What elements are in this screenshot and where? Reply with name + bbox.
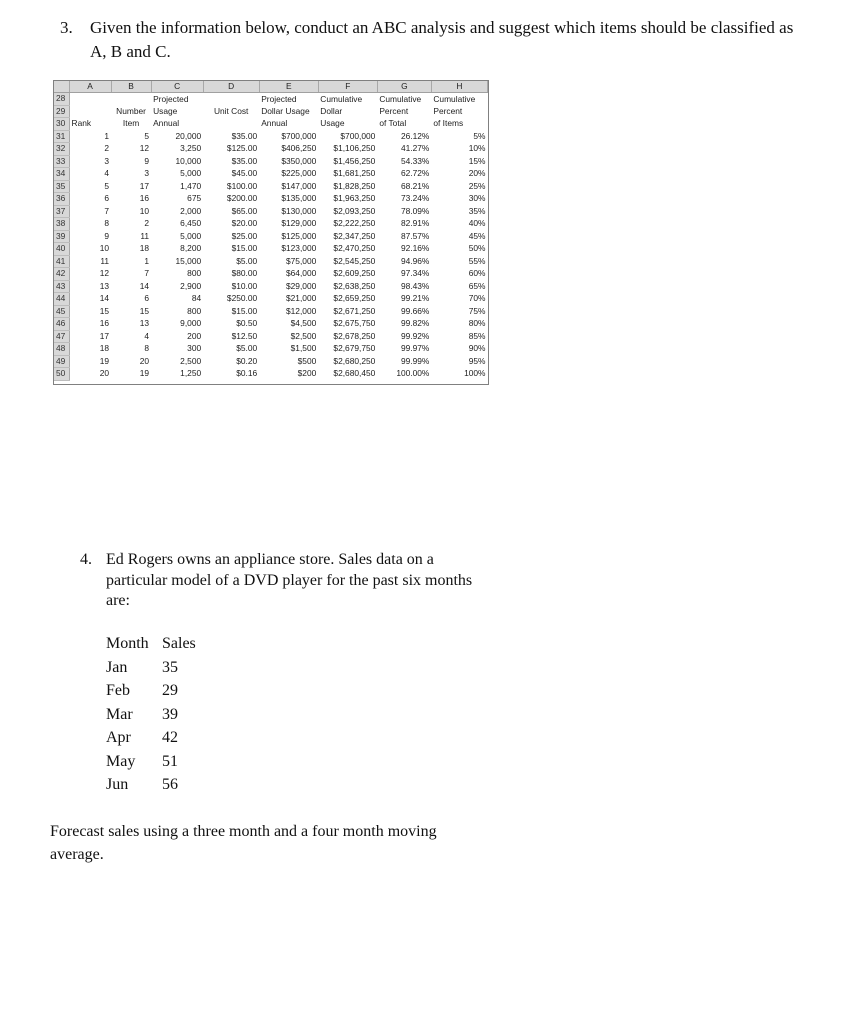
sheet-header-cell: Percent	[379, 105, 409, 116]
sheet-cell: $80.00	[231, 268, 258, 279]
sheet-cell: 13	[99, 280, 110, 291]
sheet-cell: 80%	[468, 318, 486, 329]
sheet-cell: 6	[144, 293, 150, 304]
sheet-cell: 78.09%	[400, 205, 430, 216]
sheet-cell: 68.21%	[400, 180, 430, 191]
sheet-cell: 11	[140, 230, 150, 241]
sheet-cell: $0.20	[236, 355, 258, 366]
sheet-cell: 7	[144, 268, 150, 279]
sheet-data-row	[54, 243, 488, 256]
abc-spreadsheet	[53, 80, 489, 385]
sheet-header-cell: Annual	[153, 118, 180, 129]
sheet-cell: $2,638,250	[333, 280, 376, 291]
sheet-cell: 3	[144, 168, 150, 179]
sheet-cell: 8	[144, 343, 150, 354]
sheet-data-row	[54, 318, 488, 331]
row-number: 44	[54, 293, 69, 306]
sheet-cell: 12	[139, 143, 150, 154]
row-number: 48	[54, 343, 69, 356]
question-4-text: Ed Rogers owns an appliance store. Sales data on a particular model of a DVD player for the past six months are:	[106, 551, 473, 609]
sheet-cell: 9	[144, 155, 150, 166]
sheet-data-row	[54, 268, 488, 281]
sheet-cell: 99.82%	[400, 318, 430, 329]
sheet-cell: 97.34%	[400, 268, 430, 279]
sheet-data-row	[54, 280, 488, 293]
sheet-cell: 9	[104, 230, 110, 241]
sheet-cell: $4,500	[290, 318, 317, 329]
sheet-cell: 17	[139, 180, 150, 191]
sheet-cell: 11	[100, 255, 110, 266]
sheet-cell: 40%	[468, 218, 486, 229]
sheet-header-cell: of Total	[379, 118, 407, 129]
row-number: 43	[54, 280, 69, 293]
row-number: 35	[54, 180, 69, 193]
sheet-cell: $2,500	[290, 330, 317, 341]
sheet-header-cell: Item	[122, 118, 140, 129]
sheet-cell: 75%	[468, 305, 486, 316]
sheet-header-cell	[111, 93, 151, 106]
sheet-cell: 95%	[468, 355, 486, 366]
sheet-cell: $1,106,250	[333, 143, 376, 154]
sales-value: 51	[162, 752, 178, 770]
sheet-cell: 70%	[468, 293, 486, 304]
sheet-cell: $65.00	[231, 205, 258, 216]
sheet-cell: 2,000	[180, 205, 202, 216]
sheet-data-row	[54, 168, 488, 181]
sheet-cell: 55%	[468, 255, 486, 266]
sheet-cell: $2,680,450	[333, 368, 376, 379]
sheet-cell: 20%	[468, 168, 486, 179]
sheet-cell: 100.00%	[396, 368, 430, 379]
sheet-cell: $147,000	[281, 180, 317, 191]
sheet-header-row	[54, 118, 488, 131]
sheet-cell: $200	[297, 368, 317, 379]
sheet-header-cell: Cumulative	[433, 93, 476, 104]
column-letter: E	[259, 81, 318, 93]
sheet-cell: 99.99%	[400, 355, 430, 366]
sheet-cell: $21,000	[285, 293, 317, 304]
sheet-data-row	[54, 193, 488, 206]
sheet-cell: 14	[99, 293, 110, 304]
sales-value: 39	[162, 705, 178, 723]
sheet-cell: 20	[99, 368, 110, 379]
sheet-data-row	[54, 143, 488, 156]
sheet-cell: $5.00	[236, 255, 258, 266]
sheet-cell: 9,000	[180, 318, 202, 329]
sheet-cell: 2	[104, 143, 110, 154]
sheet-cell: 675	[187, 193, 202, 204]
sheet-cell: $2,093,250	[333, 205, 376, 216]
sheet-cell: $2,222,250	[333, 218, 376, 229]
sheet-header-cell	[69, 105, 111, 118]
sheet-cell: $225,000	[281, 168, 317, 179]
column-letter: F	[318, 81, 377, 93]
sales-value: 56	[162, 776, 178, 793]
sheet-cell: 50%	[468, 243, 486, 254]
row-number: 45	[54, 305, 69, 318]
sheet-data-row	[54, 343, 488, 356]
sheet-header-cell: Number	[116, 105, 146, 116]
sheet-cell: $15.00	[231, 243, 258, 254]
sheet-cell: 35%	[468, 205, 486, 216]
sheet-data-row	[54, 368, 488, 381]
sheet-data-row	[54, 230, 488, 243]
sheet-cell: 3	[104, 155, 110, 166]
sheet-cell: $500	[297, 355, 317, 366]
sheet-cell: $45.00	[231, 168, 258, 179]
sheet-cell: 30%	[468, 193, 486, 204]
question-3-text: Given the information below, conduct an ABC analysis and suggest which items should be classified as A, B and C.	[90, 18, 794, 61]
sheet-cell: $100.00	[226, 180, 258, 191]
sheet-cell: $700,000	[281, 130, 317, 141]
sheet-cell: 5,000	[180, 230, 202, 241]
sheet-cell: 90%	[468, 343, 486, 354]
sheet-header-cell: of Items	[433, 118, 464, 129]
sheet-cell: $123,000	[281, 243, 317, 254]
sheet-cell: $1,828,250	[333, 180, 376, 191]
question-3-number: 3.	[60, 18, 73, 37]
sheet-cell: $0.16	[236, 368, 258, 379]
sheet-header-row	[54, 105, 488, 118]
sheet-header-cell: Dollar Usage	[261, 105, 310, 116]
sheet-cell: 19	[139, 368, 150, 379]
sheet-cell: 4	[104, 168, 110, 179]
row-number: 34	[54, 168, 69, 181]
sheet-cell: $2,680,250	[333, 355, 376, 366]
sheet-cell: 2,900	[180, 280, 202, 291]
sheet-data-row	[54, 218, 488, 231]
sheet-data-row	[54, 155, 488, 168]
row-number: 41	[54, 255, 69, 268]
row-number: 50	[54, 368, 69, 381]
sales-value: Sales	[162, 635, 196, 652]
sheet-cell: 20	[139, 355, 150, 366]
sheet-cell: $10.00	[231, 280, 258, 291]
sheet-cell: 2,500	[180, 355, 202, 366]
forecast-instruction: Forecast sales using a three month and a four month moving average.	[50, 823, 437, 863]
sheet-cell: 18	[139, 243, 150, 254]
sheet-data-row	[54, 293, 488, 306]
sheet-cell: $1,500	[290, 343, 317, 354]
sheet-cell: 10	[139, 205, 150, 216]
sheet-cell: 5,000	[180, 168, 202, 179]
row-number: 40	[54, 243, 69, 256]
sheet-cell: $700,000	[340, 130, 376, 141]
row-number: 47	[54, 330, 69, 343]
sheet-cell: 15%	[468, 155, 486, 166]
column-header-row	[54, 81, 488, 93]
sheet-data-row	[54, 205, 488, 218]
sheet-cell: $130,000	[281, 205, 317, 216]
sheet-header-row	[54, 93, 488, 106]
sheet-cell: $29,000	[285, 280, 317, 291]
sheet-data-row	[54, 255, 488, 268]
sheet-cell: 65%	[468, 280, 486, 291]
sheet-cell: 100%	[464, 368, 486, 379]
sheet-data-row	[54, 130, 488, 143]
sheet-cell: 15,000	[175, 255, 202, 266]
sheet-cell: 98.43%	[400, 280, 430, 291]
sheet-cell: 19	[99, 355, 110, 366]
sheet-cell: 45%	[468, 230, 486, 241]
sheet-cell: $1,963,250	[333, 193, 376, 204]
sheet-cell: $200.00	[226, 193, 258, 204]
sheet-cell: 62.72%	[400, 168, 430, 179]
sheet-header-cell: Annual	[261, 118, 288, 129]
sheet-cell: 17	[99, 330, 110, 341]
sales-value: 35	[162, 658, 178, 676]
sheet-cell: 25%	[468, 180, 486, 191]
sheet-cell: 200	[187, 330, 202, 341]
sheet-cell: 8	[104, 218, 110, 229]
sheet-cell: $2,675,750	[333, 318, 376, 329]
sheet-cell: 82.91%	[400, 218, 430, 229]
column-letter: C	[151, 81, 203, 93]
sheet-cell: 13	[139, 318, 150, 329]
sheet-cell: 1,250	[180, 368, 202, 379]
row-number: 31	[54, 130, 69, 143]
sheet-cell: 300	[187, 343, 202, 354]
sheet-header-cell: Cumulative	[379, 93, 422, 104]
sheet-cell: 85%	[468, 330, 486, 341]
sheet-cell: $2,470,250	[333, 243, 376, 254]
sheet-cell: $406,250	[281, 143, 317, 154]
sheet-cell: 15	[139, 305, 150, 316]
sheet-cell: $35.00	[231, 130, 258, 141]
sheet-cell: $20.00	[231, 218, 258, 229]
sheet-cell: 92.16%	[400, 243, 430, 254]
sheet-header-cell: Cumulative	[320, 93, 363, 104]
sheet-cell: $1,456,250	[333, 155, 376, 166]
sheet-cell: $2,545,250	[333, 255, 376, 266]
sheet-cell: 1,470	[180, 180, 202, 191]
sheet-cell: 10	[99, 243, 110, 254]
sheet-cell: $250.00	[226, 293, 258, 304]
corner-cell	[54, 81, 69, 93]
sheet-cell: 20,000	[175, 130, 202, 141]
sheet-cell: 1	[144, 255, 150, 266]
sheet-cell: 84	[191, 293, 202, 304]
sheet-cell: 87.57%	[400, 230, 430, 241]
sheet-cell: 99.97%	[400, 343, 430, 354]
sheet-cell: 8,200	[180, 243, 202, 254]
column-letter: B	[111, 81, 151, 93]
row-number: 37	[54, 205, 69, 218]
sheet-data-row	[54, 305, 488, 318]
sheet-cell: 41.27%	[400, 143, 430, 154]
row-number: 33	[54, 155, 69, 168]
month-label: Jun	[106, 776, 129, 793]
sheet-data-row	[54, 180, 488, 193]
sheet-cell: $2,347,250	[333, 230, 376, 241]
sheet-header-cell: Dollar	[320, 105, 343, 116]
sheet-cell: 94.96%	[400, 255, 430, 266]
sheet-cell: 14	[139, 280, 150, 291]
column-letter: D	[203, 81, 259, 93]
sheet-cell: $2,679,750	[333, 343, 376, 354]
sheet-cell: $12,000	[285, 305, 317, 316]
month-label: Apr	[106, 729, 131, 746]
sheet-header-cell	[203, 93, 259, 106]
sheet-cell: 7	[104, 205, 110, 216]
sheet-cell: 4	[144, 330, 150, 341]
sheet-cell: 5	[144, 130, 150, 141]
sheet-cell: 99.92%	[400, 330, 430, 341]
sheet-cell: $125.00	[226, 143, 258, 154]
month-label: Month	[106, 635, 149, 652]
sales-value: 42	[162, 729, 178, 746]
sheet-data-row	[54, 330, 488, 343]
sheet-header-cell	[203, 118, 259, 131]
sheet-cell: $350,000	[281, 155, 317, 166]
month-label: Mar	[106, 705, 133, 723]
sheet-cell: $15.00	[231, 305, 258, 316]
sheet-cell: $129,000	[281, 218, 317, 229]
row-number: 39	[54, 230, 69, 243]
row-number: 29	[54, 105, 69, 118]
sheet-cell: 16	[99, 318, 110, 329]
sheet-cell: $12.50	[231, 330, 258, 341]
sheet-cell: 800	[187, 268, 202, 279]
sheet-cell: 99.21%	[400, 293, 430, 304]
column-letter: H	[431, 81, 487, 93]
sheet-cell: 1	[104, 130, 110, 141]
sheet-cell: 60%	[468, 268, 486, 279]
sheet-header-cell	[69, 93, 111, 106]
sheet-header-cell: Usage	[153, 105, 178, 116]
month-label: May	[106, 752, 136, 770]
sheet-cell: 10%	[468, 143, 486, 154]
month-label: Feb	[106, 682, 130, 699]
sheet-cell: $2,609,250	[333, 268, 376, 279]
question-4-number: 4.	[80, 551, 92, 568]
sheet-cell: $35.00	[231, 155, 258, 166]
sheet-cell: $2,659,250	[333, 293, 376, 304]
sheet-cell: $135,000	[281, 193, 317, 204]
sheet-cell: $1,681,250	[333, 168, 376, 179]
sheet-header-cell: Percent	[433, 105, 463, 116]
sheet-header-cell: Unit Cost	[213, 105, 249, 116]
column-letter: G	[377, 81, 431, 93]
sheet-cell: $125,000	[281, 230, 317, 241]
sheet-cell: 6,450	[180, 218, 202, 229]
month-label: Jan	[106, 658, 128, 676]
column-letter: A	[69, 81, 111, 93]
sheet-header-cell: Projected	[261, 93, 297, 104]
sheet-cell: 99.66%	[400, 305, 430, 316]
sheet-cell: $2,678,250	[333, 330, 376, 341]
sheet-data-row	[54, 355, 488, 368]
row-number: 49	[54, 355, 69, 368]
sheet-cell: 6	[104, 193, 110, 204]
abc-table	[54, 81, 488, 381]
sheet-cell: 800	[187, 305, 202, 316]
sheet-cell: $5.00	[236, 343, 258, 354]
sheet-cell: 10,000	[175, 155, 202, 166]
sales-value: 29	[162, 682, 178, 699]
sheet-cell: $25.00	[231, 230, 258, 241]
sheet-cell: $2,671,250	[333, 305, 376, 316]
row-number: 28	[54, 93, 69, 106]
sheet-cell: 73.24%	[400, 193, 430, 204]
sheet-cell: 12	[99, 268, 110, 279]
sheet-header-cell: Rank	[71, 118, 92, 129]
sheet-cell: 18	[99, 343, 110, 354]
row-number: 42	[54, 268, 69, 281]
sheet-cell: $75,000	[285, 255, 317, 266]
sheet-cell: 26.12%	[400, 130, 430, 141]
row-number: 38	[54, 218, 69, 231]
sheet-cell: 16	[139, 193, 150, 204]
sheet-cell: $0.50	[236, 318, 258, 329]
sheet-cell: 15	[99, 305, 110, 316]
sheet-header-cell: Usage	[320, 118, 345, 129]
row-number: 46	[54, 318, 69, 331]
sheet-cell: 5	[104, 180, 110, 191]
row-number: 30	[54, 118, 69, 131]
sheet-header-cell: Projected	[153, 93, 189, 104]
sheet-cell: 3,250	[180, 143, 202, 154]
sheet-cell: 5%	[473, 130, 486, 141]
row-number: 32	[54, 143, 69, 156]
sheet-cell: 2	[144, 218, 150, 229]
sheet-cell: 54.33%	[400, 155, 430, 166]
row-number: 36	[54, 193, 69, 206]
sheet-cell: $64,000	[285, 268, 317, 279]
